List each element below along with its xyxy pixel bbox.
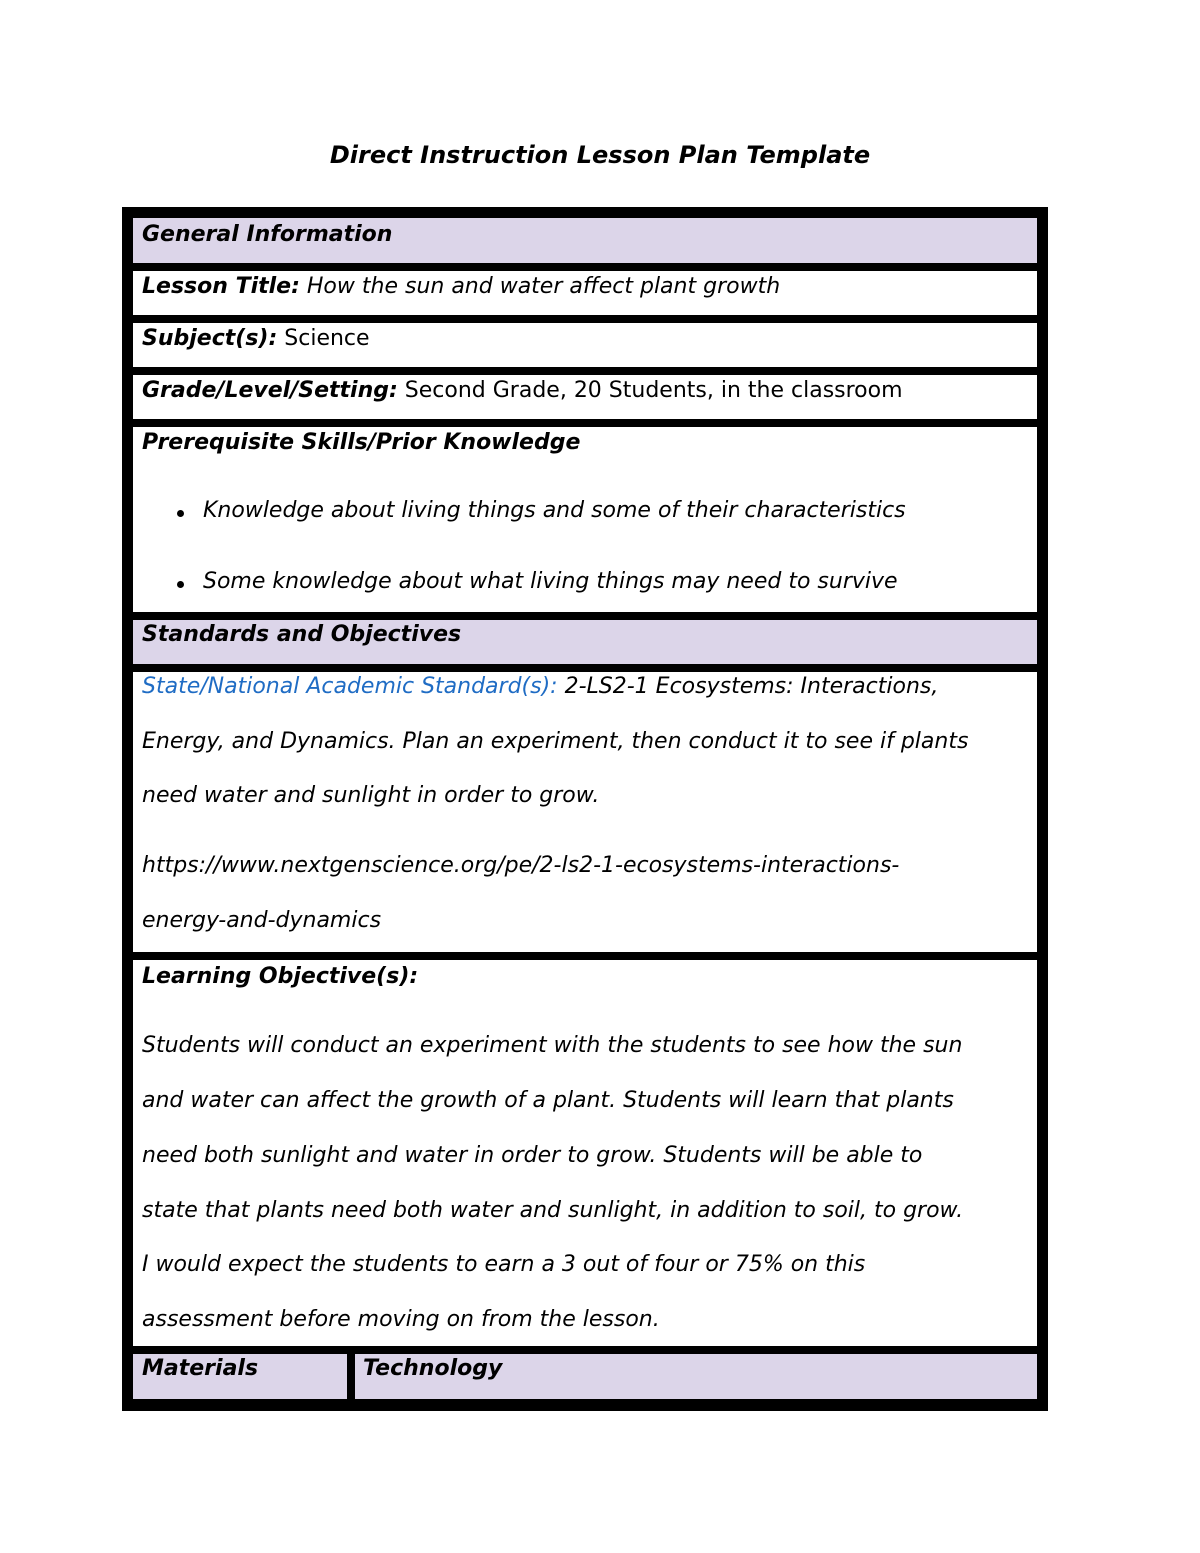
learning-objectives-section: [133, 960, 1037, 1346]
materials-heading: Materials: [142, 1356, 259, 1381]
materials-header: [133, 1354, 347, 1399]
prerequisites-heading: Prerequisite Skills/Prior Knowledge: [142, 430, 581, 455]
objective-text: assessment before moving on from the lesson.: [142, 1307, 660, 1332]
lesson-plan-table: [122, 207, 1048, 1411]
subjects-value: Science: [284, 326, 370, 351]
lesson-title-row: [133, 271, 1037, 315]
standard-line-1: [142, 672, 938, 702]
prerequisite-text: Knowledge about living things and some of their characteristics: [203, 498, 906, 523]
standard-text: 2-LS2-1 Ecosystems: Interactions,: [564, 674, 939, 699]
technology-header: [355, 1354, 1037, 1399]
standards-section: [133, 672, 1037, 952]
objective-text: state that plants need both water and sunlight, in addition to soil, to grow.: [142, 1198, 964, 1223]
standard-url: https://www.nextgenscience.org/pe/2-ls2-1-ecosystems-interactions-: [142, 853, 900, 878]
objective-text: and water can affect the growth of a plant. Students will learn that plants: [142, 1088, 954, 1113]
document-title: Direct Instruction Lesson Plan Template: [329, 141, 871, 169]
subjects-row: [133, 323, 1037, 367]
standard-text: need water and sunlight in order to grow.: [142, 783, 600, 808]
standards-heading: Standards and Objectives: [142, 622, 462, 647]
standard-text: Energy, and Dynamics. Plan an experiment, then conduct it to see if plants: [142, 729, 969, 754]
standards-header: [133, 620, 1037, 664]
bullet-icon: [177, 510, 184, 517]
general-information-heading: General Information: [142, 222, 393, 247]
grade-level-setting-label: Grade/Level/Setting:: [142, 378, 398, 403]
prerequisite-text: Some knowledge about what living things may need to survive: [203, 569, 898, 594]
standard-label: State/National Academic Standard(s):: [142, 674, 558, 699]
objective-text: I would expect the students to earn a 3 out of four or 75% on this: [142, 1252, 866, 1277]
grade-level-setting-value: Second Grade, 20 Students, in the classroom: [404, 378, 903, 403]
general-information-header: [133, 218, 1037, 263]
learning-objectives-heading: Learning Objective(s):: [142, 964, 419, 989]
objective-text: Students will conduct an experiment with the students to see how the sun: [142, 1033, 963, 1058]
subjects-label: Subject(s):: [142, 326, 278, 351]
standard-url: energy-and-dynamics: [142, 908, 382, 933]
objective-text: need both sunlight and water in order to grow. Students will be able to: [142, 1143, 923, 1168]
lesson-title-label: Lesson Title:: [142, 274, 300, 299]
prerequisites-section: [133, 427, 1037, 612]
lesson-title-value: How the sun and water affect plant growth: [306, 274, 781, 299]
bullet-icon: [177, 581, 184, 588]
technology-heading: Technology: [363, 1356, 503, 1381]
grade-level-setting-row: [133, 375, 1037, 419]
